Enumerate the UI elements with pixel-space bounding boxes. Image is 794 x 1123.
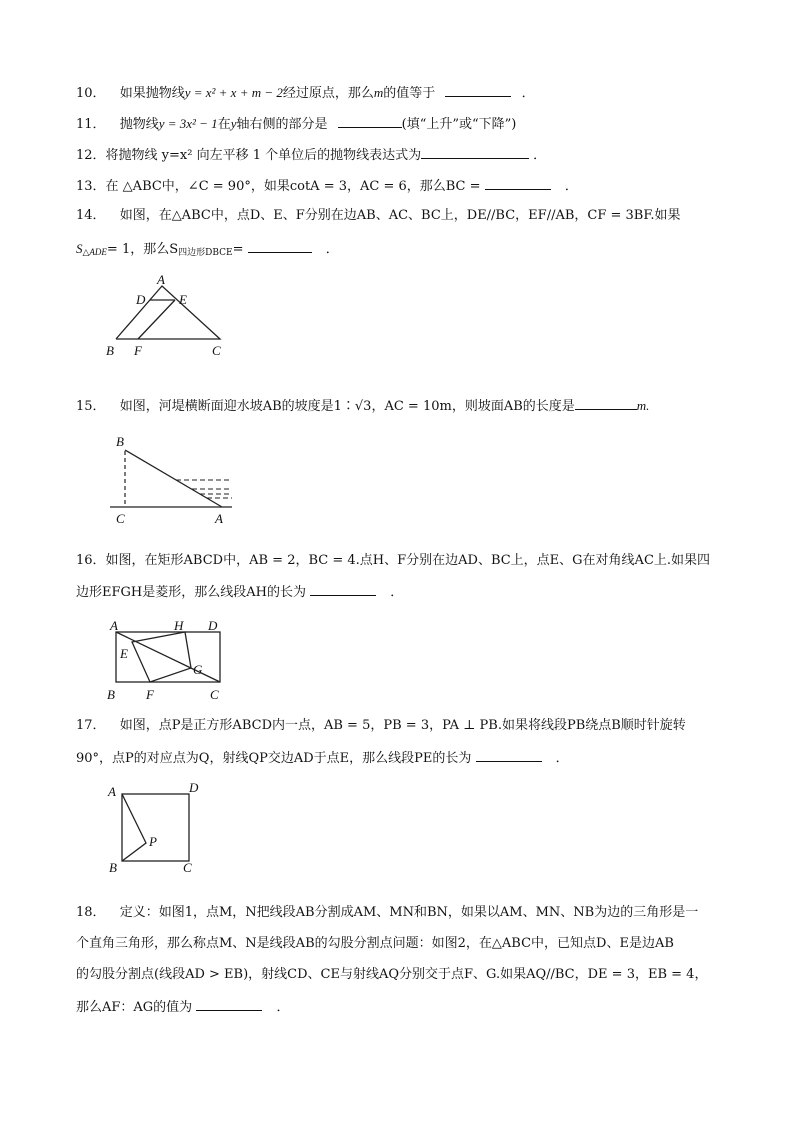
q17-number: 17． (76, 718, 106, 733)
q14-label-E: E (179, 292, 187, 307)
q13-number: 13． (76, 179, 106, 194)
q14-label-B: B (106, 343, 114, 358)
question-16-line-2 (76, 583, 403, 601)
q16-number: 16． (76, 553, 106, 568)
q17-label-C: C (183, 860, 192, 875)
q14-label-C: C (212, 343, 221, 358)
q12-answer-blank[interactable] (421, 146, 529, 159)
q11-formula: y = 3x² − 1 (158, 116, 218, 131)
q16-label-F: F (146, 687, 154, 702)
q17-text-2: 90°，点P的对应点为Q，射线QP交边AD于点E，那么线段PE的长为 (76, 751, 472, 766)
question-18-line-2 (76, 936, 674, 952)
q14-end: ． (325, 242, 339, 257)
q15-figure (108, 433, 238, 528)
q16-label-D: D (208, 618, 218, 633)
q17-figure (104, 780, 214, 880)
q15-text: 如图，河堤横断面迎水坡AB的坡度是1∶√3，AC = 10m，则坡面AB的长度是 (119, 399, 575, 414)
q12-end: ． (533, 148, 547, 163)
question-16-line-1 (76, 553, 710, 569)
q18-text-2: 个直角三角形，那么称点M、N是线段AB的勾股分割点问题：如图2，在△ABC中，已知点D、E是边AB (76, 936, 674, 951)
question-12 (76, 146, 546, 164)
question-11 (76, 115, 516, 133)
q15-answer-blank[interactable] (575, 397, 637, 410)
q11-var: y (230, 116, 237, 131)
q18-number: 18． (76, 905, 106, 920)
q12-text: 将抛物线 y=x² 向左平移 1 个单位后的抛物线表达式为 (105, 148, 422, 163)
q14-text-b: = 1，那么S (106, 242, 179, 257)
q15-label-A: A (215, 511, 223, 526)
q13-answer-blank[interactable] (485, 177, 551, 190)
q10-var: m (373, 85, 384, 100)
q11-text-mid: 在 (217, 117, 231, 132)
q16-answer-blank[interactable] (310, 583, 376, 596)
q10-text-mid: 经过原点，那么 (282, 86, 374, 101)
question-14-line-1 (76, 208, 680, 224)
q12-number: 12． (76, 148, 106, 163)
question-10 (76, 84, 535, 102)
q16-end: ． (390, 585, 404, 600)
q16-text: 如图，在矩形ABCD中，AB = 2，BC = 4.点H、F分别在边AD、BC上，点E、G在对角线AC上.如果四 (105, 553, 711, 568)
q18-text-4: 那么AF：AG的值为 (76, 1000, 193, 1015)
question-13 (76, 177, 578, 195)
q10-formula: y = x² + x + m − 2 (184, 85, 283, 100)
q17-text: 如图，点P是正方形ABCD内一点，AB = 5，PB = 3，PA ⊥ PB.如果将线段PB绕点B顺时针旋转 (119, 718, 686, 733)
question-18-line-4 (76, 998, 289, 1016)
q11-number: 11． (76, 117, 106, 132)
q18-end: ． (276, 1000, 290, 1015)
q15-label-B: B (116, 434, 124, 449)
q17-label-B: B (109, 860, 117, 875)
q10-text-post: 的值等于 (383, 86, 436, 101)
q17-label-D: D (189, 780, 199, 795)
q14-figure (100, 272, 230, 362)
q11-hint: (填“上升”或“下降”) (401, 117, 517, 132)
q17-label-P: P (149, 834, 157, 849)
q14-label-F: F (134, 343, 142, 358)
q14-number: 14． (76, 208, 106, 223)
q13-text: 在 △ABC中，∠C = 90°，如果cotA = 3，AC = 6，那么BC = (105, 179, 481, 194)
q16-text-2: 边形EFGH是菱形，那么线段AH的长为 (76, 585, 306, 600)
q15-number: 15． (76, 399, 106, 414)
q14-label-A: A (157, 272, 165, 287)
q16-label-E: E (120, 646, 128, 661)
q18-text-3: 的勾股分割点(线段AD > EB)，射线CD、CE与射线AQ分别交于点F、G.如果AQ//BC，DE = 3，EB = 4， (76, 967, 708, 982)
q14-answer-blank[interactable] (248, 240, 312, 253)
q11-text: 抛物线 (119, 117, 159, 132)
question-17-line-2 (76, 749, 569, 767)
q11-answer-blank[interactable] (338, 115, 402, 128)
question-17-line-1 (76, 718, 686, 734)
q18-text: 定义：如图1，点M，N把线段AB分割成AM、MN和BN，如果以AM、MN、NB为边的三角形是一 (119, 905, 699, 920)
q13-end: ． (564, 179, 578, 194)
q15-unit: m. (636, 398, 650, 413)
q16-label-B: B (107, 687, 115, 702)
q15-label-C: C (116, 511, 125, 526)
question-18-line-1 (76, 905, 698, 921)
q14-eq: = (232, 242, 244, 257)
q17-end: ． (555, 751, 569, 766)
question-15 (76, 397, 649, 415)
question-18-line-3 (76, 967, 707, 983)
q14-text: 如图，在△ABC中，点D、E、F分别在边AB、AC、BC上，DE//BC，EF//AB，CF = 3BF.如果 (119, 208, 681, 223)
question-14-line-2 (76, 240, 339, 258)
q16-label-H: H (174, 618, 184, 633)
q16-label-A: A (110, 618, 118, 633)
q10-answer-blank[interactable] (445, 84, 511, 97)
q16-label-C: C (210, 687, 219, 702)
q14-s: S (76, 241, 83, 256)
q14-sub2: 四边形DBCE (178, 248, 233, 258)
q11-text-post: 轴右侧的部分是 (236, 117, 328, 132)
q18-answer-blank[interactable] (196, 998, 262, 1011)
q17-label-A: A (108, 784, 116, 799)
q10-end: ． (521, 86, 535, 101)
q10-text: 如果抛物线 (119, 86, 185, 101)
q16-figure (104, 618, 229, 708)
q17-answer-blank[interactable] (476, 749, 542, 762)
q14-label-D: D (136, 292, 146, 307)
q16-label-G: G (193, 662, 203, 677)
q10-number: 10． (76, 86, 106, 101)
q14-sub1: △ADE (82, 247, 107, 257)
